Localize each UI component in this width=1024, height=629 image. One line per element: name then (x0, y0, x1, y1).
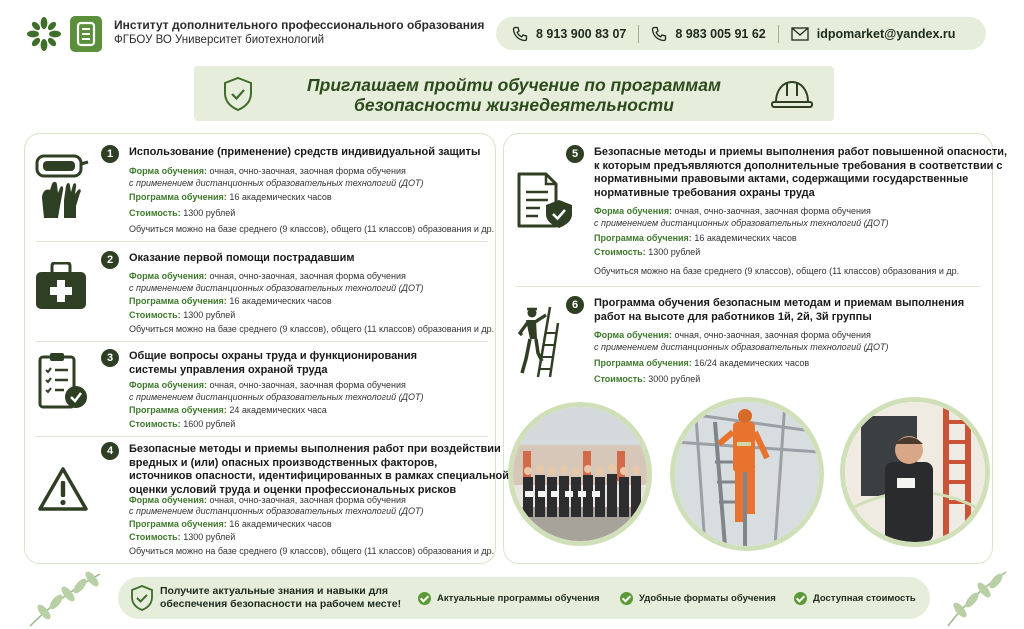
program-hours: 16/24 академических часов (694, 358, 810, 368)
height-training-photo (670, 397, 824, 551)
feature-item (418, 592, 600, 605)
check-circle-icon (418, 592, 431, 605)
feature-label: Удобные форматы обучения (639, 593, 776, 604)
feature-label: Актуальные программы обучения (437, 593, 600, 604)
form-value: очная, очно-заочная, заочная форма обучения (209, 166, 406, 176)
phone-icon (651, 26, 667, 42)
program-hours-line (129, 295, 332, 307)
program-title-line: Безопасные методы и приемы выполнения работ повышенной опасности, (594, 146, 1008, 158)
banner-title-line-1: Приглашаем пройти обучение по программам (307, 75, 721, 95)
program-hours: 16 академических часов (229, 192, 332, 202)
cost-line (129, 207, 235, 219)
program-title (129, 252, 355, 266)
program-hours: 24 академических часа (229, 405, 327, 415)
program-number: 2 (101, 251, 119, 269)
divider (36, 341, 488, 342)
flower-logo-icon (26, 16, 62, 52)
cost-label: Стоимость: (129, 208, 181, 218)
form-value-2: с применением дистанционных образовательных технологий (ДОТ) (129, 283, 424, 293)
cost-value: 1600 рублей (183, 419, 236, 429)
institute-name: Институт дополнительного профессионального образования (114, 18, 485, 32)
group-photo (508, 402, 652, 546)
document-shield-icon (516, 172, 574, 230)
cost-line (129, 531, 235, 543)
envelope-icon (791, 27, 809, 41)
note-line: Обучиться можно на базе среднего (9 классов), общего (11 классов) образования и др. (129, 224, 495, 234)
title-banner (194, 66, 834, 121)
cost-line (594, 373, 700, 385)
form-line (129, 270, 406, 282)
form-value-2: с применением дистанционных образовательных технологий (ДОТ) (594, 218, 889, 228)
contact-phone-2[interactable] (651, 26, 765, 42)
bottom-bar (118, 577, 930, 619)
program-title-line: Общие вопросы охраны труда и функционирования (129, 350, 418, 362)
program-hours-line (129, 404, 327, 416)
divider (515, 286, 981, 287)
divider (36, 241, 488, 242)
form-line (129, 379, 406, 391)
shield-check-icon (222, 76, 254, 112)
program-number: 6 (566, 296, 584, 314)
leaf-decoration-icon (20, 566, 110, 628)
program-title-line: нормативными правовыми актами, содержащими государственные (594, 173, 969, 185)
program-title (129, 146, 480, 160)
program-title (594, 297, 964, 324)
cost-line (129, 418, 235, 430)
form-line (129, 165, 406, 177)
program-hours: 16 академических часов (229, 519, 332, 529)
phone-1-text: 8 913 900 83 07 (536, 26, 627, 41)
form-value-2: с применением дистанционных образовательных технологий (ДОТ) (129, 392, 424, 402)
bottom-slogan-line-1: Получите актуальные знания и навыки для (160, 585, 389, 597)
program-hours-line (129, 191, 332, 203)
check-circle-icon (794, 592, 807, 605)
banner-title-line-2: безопасности жизнедеятельности (354, 95, 674, 115)
program-title-line: источников опасности, идентифицированных в рамках специальной (129, 470, 510, 482)
goggles-gloves-icon (34, 152, 92, 222)
program-title-line: Программа обучения безопасным методам и приемам выполнения (594, 297, 965, 309)
note-line: Обучиться можно на базе среднего (9 классов), общего (11 классов) образования и др. (594, 266, 960, 276)
program-number: 4 (101, 442, 119, 460)
cost-line (129, 309, 235, 321)
warning-triangle-icon (37, 466, 89, 512)
contact-email[interactable] (791, 27, 956, 41)
form-label: Форма обучения: (129, 495, 207, 505)
feature-item (620, 592, 776, 605)
contact-phone-1[interactable] (512, 26, 626, 42)
form-label: Форма обучения: (594, 330, 672, 340)
form-line-2 (129, 391, 423, 403)
form-value: очная, очно-заочная, заочная форма обучения (674, 330, 871, 340)
program-label: Программа обучения: (594, 233, 692, 243)
program-hours: 16 академических часов (229, 296, 332, 306)
program-hours-line (594, 357, 809, 369)
cost-label: Стоимость: (129, 419, 181, 429)
form-line (594, 329, 871, 341)
form-label: Форма обучения: (594, 206, 672, 216)
form-line (594, 205, 871, 217)
cost-value: 1300 рублей (648, 247, 701, 257)
program-hours-line (129, 518, 332, 530)
form-line-2 (129, 282, 423, 294)
form-line-2 (594, 217, 888, 229)
program-title-line: вредных и (или) опасных производственных факторов, (129, 456, 438, 469)
cost-label: Стоимость: (129, 310, 181, 320)
program-hours-line (594, 232, 797, 244)
bottom-slogan-line-2: обеспечения безопасности на рабочем месте! (160, 598, 402, 610)
form-line-2 (594, 341, 888, 353)
program-title-line: работ на высоте для работников 1й, 2й, 3й группы (594, 310, 872, 323)
program-title-line: нормативные требования охраны труда (594, 186, 815, 199)
cost-value: 1300 рублей (183, 310, 236, 320)
form-value: очная, очно-заочная, заочная форма обучения (209, 271, 406, 281)
cost-label: Стоимость: (594, 374, 646, 384)
contact-divider (638, 25, 639, 43)
form-value-2: с применением дистанционных образовательных технологий (ДОТ) (594, 342, 889, 352)
contact-divider (778, 25, 779, 43)
contacts-bar (496, 17, 986, 50)
bottom-slogan (160, 585, 401, 611)
cost-label: Стоимость: (129, 532, 181, 542)
program-title (594, 146, 1007, 200)
student-photo (840, 397, 990, 547)
program-title-line: Использование (применение) средств индивидуальной защиты (129, 146, 481, 158)
form-value: очная, очно-заочная, заочная форма обучения (209, 495, 406, 505)
phone-icon (512, 26, 528, 42)
form-label: Форма обучения: (129, 380, 207, 390)
program-hours: 16 академических часов (694, 233, 797, 243)
program-title (129, 350, 417, 377)
program-title-line: системы управления охраной труда (129, 363, 328, 376)
form-value-2: с применением дистанционных образовательных технологий (ДОТ) (129, 178, 424, 188)
university-logo (70, 16, 102, 52)
program-label: Программа обучения: (129, 192, 227, 202)
check-circle-icon (620, 592, 633, 605)
hard-hat-icon (770, 76, 814, 112)
program-title-line: Оказание первой помощи пострадавшим (129, 252, 355, 264)
program-number: 3 (101, 349, 119, 367)
program-number: 1 (101, 145, 119, 163)
checklist-icon (38, 352, 90, 410)
cost-label: Стоимость: (594, 247, 646, 257)
note-line: Обучиться можно на базе среднего (9 классов), общего (11 классов) образования и др. (129, 324, 495, 334)
feature-item (794, 592, 916, 605)
worker-ladder-icon (516, 303, 560, 379)
form-line-2 (129, 177, 423, 189)
program-label: Программа обучения: (129, 405, 227, 415)
program-label: Программа обучения: (129, 296, 227, 306)
cost-line (594, 246, 700, 258)
cost-value: 1300 рублей (183, 532, 236, 542)
university-logo-mark-icon (70, 16, 102, 52)
institute-subtitle: ФГБОУ ВО Университет биотехнологий (114, 34, 325, 46)
header (0, 0, 1024, 62)
program-label: Программа обучения: (594, 358, 692, 368)
divider (36, 436, 488, 437)
cost-value: 1300 рублей (183, 208, 236, 218)
leaf-decoration-icon (940, 566, 1016, 628)
note-line: Обучиться можно на базе среднего (9 классов), общего (11 классов) образования и др. (129, 546, 495, 556)
form-label: Форма обучения: (129, 166, 207, 176)
program-number: 5 (566, 145, 584, 163)
program-label: Программа обучения: (129, 519, 227, 529)
email-text: idpomarket@yandex.ru (816, 26, 956, 41)
phone-2-text: 8 983 005 91 62 (675, 26, 766, 41)
banner-title (254, 75, 774, 115)
shield-check-icon (130, 585, 154, 611)
form-label: Форма обучения: (129, 271, 207, 281)
program-title-line: Безопасные методы и приемы выполнения работ при воздействии (129, 443, 501, 455)
program-title-line: к которым предъявляются дополнительные требования в соответствии с (594, 159, 1003, 172)
first-aid-kit-icon (35, 262, 87, 310)
form-value: очная, очно-заочная, заочная форма обучения (209, 380, 406, 390)
cost-value: 3000 рублей (648, 374, 701, 384)
form-value-2: с применением дистанционных образовательных технологий (ДОТ) (129, 506, 424, 516)
form-line-2 (129, 505, 423, 517)
feature-label: Доступная стоимость (813, 593, 916, 604)
program-title-line: оценки условий труда и оценки профессиональных рисков (129, 483, 457, 496)
program-title (129, 443, 509, 497)
form-value: очная, очно-заочная, заочная форма обучения (674, 206, 871, 216)
